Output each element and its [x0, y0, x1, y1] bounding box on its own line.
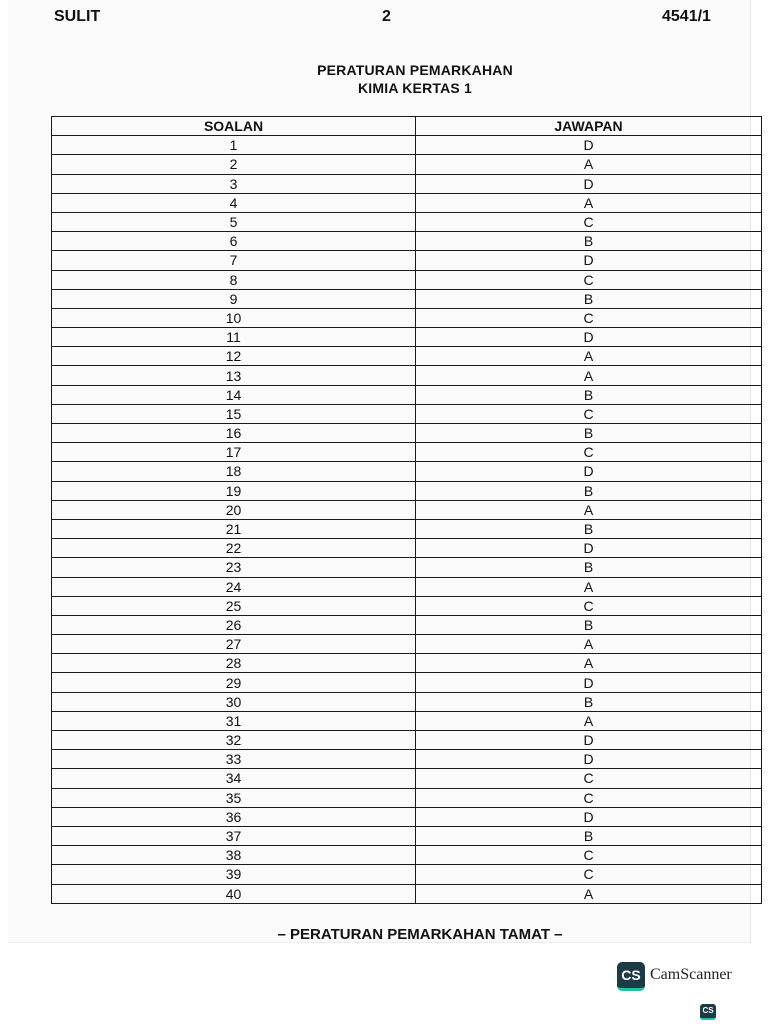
answer-cell: A — [416, 500, 762, 519]
table-row — [52, 846, 762, 865]
table-row — [52, 481, 762, 500]
answer-table — [51, 116, 762, 904]
question-number-cell: 24 — [52, 577, 416, 596]
question-number-cell: 22 — [52, 539, 416, 558]
answer-cell: A — [416, 884, 762, 903]
answer-cell: B — [416, 558, 762, 577]
table-row — [52, 270, 762, 289]
question-number-cell: 27 — [52, 635, 416, 654]
answer-cell: D — [416, 539, 762, 558]
camscanner-logo-icon: CS — [617, 962, 645, 991]
camscanner-small-icon: CS — [700, 1004, 716, 1020]
answer-cell: A — [416, 366, 762, 385]
table-row — [52, 212, 762, 231]
answer-cell: A — [416, 155, 762, 174]
answer-cell: C — [416, 788, 762, 807]
answer-cell: A — [416, 577, 762, 596]
answer-cell: A — [416, 347, 762, 366]
answer-cell: B — [416, 481, 762, 500]
table-row — [52, 654, 762, 673]
table-row — [52, 347, 762, 366]
answer-cell: D — [416, 328, 762, 347]
question-number-cell: 39 — [52, 865, 416, 884]
table-row — [52, 596, 762, 615]
table-row — [52, 424, 762, 443]
document-title: PERATURAN PEMARKAHAN — [317, 62, 513, 78]
question-number-cell: 1 — [52, 136, 416, 155]
table-row — [52, 788, 762, 807]
question-number-cell: 12 — [52, 347, 416, 366]
answer-cell: D — [416, 807, 762, 826]
answer-cell: C — [416, 846, 762, 865]
table-row — [52, 500, 762, 519]
question-number-cell: 26 — [52, 615, 416, 634]
question-number-cell: 18 — [52, 462, 416, 481]
table-row — [52, 308, 762, 327]
answer-cell: C — [416, 769, 762, 788]
table-row — [52, 769, 762, 788]
answer-cell: A — [416, 711, 762, 730]
table-row — [52, 731, 762, 750]
table-row — [52, 865, 762, 884]
table-row — [52, 750, 762, 769]
answer-cell: D — [416, 462, 762, 481]
question-number-cell: 29 — [52, 673, 416, 692]
question-number-cell: 31 — [52, 711, 416, 730]
table-row — [52, 462, 762, 481]
column-header-question: SOALAN — [52, 117, 416, 136]
answer-cell: A — [416, 654, 762, 673]
answer-cell: B — [416, 692, 762, 711]
answer-cell: C — [416, 443, 762, 462]
question-number-cell: 34 — [52, 769, 416, 788]
table-row — [52, 519, 762, 538]
answer-cell: D — [416, 731, 762, 750]
question-number-cell: 4 — [52, 193, 416, 212]
table-row — [52, 558, 762, 577]
question-number-cell: 9 — [52, 289, 416, 308]
question-number-cell: 19 — [52, 481, 416, 500]
answer-cell: C — [416, 308, 762, 327]
question-number-cell: 2 — [52, 155, 416, 174]
table-row — [52, 443, 762, 462]
table-row — [52, 136, 762, 155]
answer-cell: B — [416, 424, 762, 443]
header-page-number: 2 — [382, 8, 391, 25]
question-number-cell: 10 — [52, 308, 416, 327]
camscanner-name: CamScanner — [650, 966, 732, 983]
table-row — [52, 615, 762, 634]
table-row — [52, 884, 762, 903]
answer-cell: B — [416, 385, 762, 404]
question-number-cell: 20 — [52, 500, 416, 519]
table-row — [52, 289, 762, 308]
answer-cell: C — [416, 270, 762, 289]
question-number-cell: 13 — [52, 366, 416, 385]
question-number-cell: 32 — [52, 731, 416, 750]
answer-cell: D — [416, 174, 762, 193]
question-number-cell: 11 — [52, 328, 416, 347]
table-header-row — [52, 117, 762, 136]
table-row — [52, 174, 762, 193]
header-classification: SULIT — [54, 8, 101, 25]
question-number-cell: 15 — [52, 404, 416, 423]
table-row — [52, 385, 762, 404]
question-number-cell: 17 — [52, 443, 416, 462]
question-number-cell: 38 — [52, 846, 416, 865]
question-number-cell: 6 — [52, 232, 416, 251]
answer-cell: C — [416, 404, 762, 423]
question-number-cell: 5 — [52, 212, 416, 231]
answer-cell: A — [416, 635, 762, 654]
answer-cell: B — [416, 519, 762, 538]
question-number-cell: 7 — [52, 251, 416, 270]
answer-cell: B — [416, 289, 762, 308]
question-number-cell: 37 — [52, 826, 416, 845]
answer-cell: B — [416, 615, 762, 634]
document-subtitle: KIMIA KERTAS 1 — [357, 80, 473, 96]
answer-cell: D — [416, 251, 762, 270]
table-row — [52, 328, 762, 347]
question-number-cell: 36 — [52, 807, 416, 826]
answer-cell: C — [416, 596, 762, 615]
question-number-cell: 23 — [52, 558, 416, 577]
answer-cell: C — [416, 212, 762, 231]
question-number-cell: 35 — [52, 788, 416, 807]
question-number-cell: 16 — [52, 424, 416, 443]
question-number-cell: 14 — [52, 385, 416, 404]
question-number-cell: 3 — [52, 174, 416, 193]
answer-cell: B — [416, 232, 762, 251]
table-row — [52, 577, 762, 596]
answer-cell: B — [416, 826, 762, 845]
table-row — [52, 635, 762, 654]
answer-cell: C — [416, 865, 762, 884]
answer-cell: A — [416, 193, 762, 212]
question-number-cell: 25 — [52, 596, 416, 615]
table-row — [52, 692, 762, 711]
header-paper-code: 4541/1 — [662, 8, 711, 25]
end-of-scheme-note: – PERATURAN PEMARKAHAN TAMAT – — [277, 926, 563, 943]
table-row — [52, 807, 762, 826]
column-header-answer: JAWAPAN — [416, 117, 762, 136]
table-row — [52, 826, 762, 845]
table-row — [52, 673, 762, 692]
question-number-cell: 21 — [52, 519, 416, 538]
question-number-cell: 8 — [52, 270, 416, 289]
table-row — [52, 404, 762, 423]
answer-cell: D — [416, 750, 762, 769]
table-row — [52, 539, 762, 558]
table-row — [52, 155, 762, 174]
table-row — [52, 251, 762, 270]
table-row — [52, 711, 762, 730]
table-row — [52, 366, 762, 385]
table-row — [52, 193, 762, 212]
answer-table-body — [52, 136, 762, 904]
question-number-cell: 28 — [52, 654, 416, 673]
question-number-cell: 33 — [52, 750, 416, 769]
answer-cell: D — [416, 136, 762, 155]
table-row — [52, 232, 762, 251]
answer-cell: D — [416, 673, 762, 692]
question-number-cell: 30 — [52, 692, 416, 711]
question-number-cell: 40 — [52, 884, 416, 903]
